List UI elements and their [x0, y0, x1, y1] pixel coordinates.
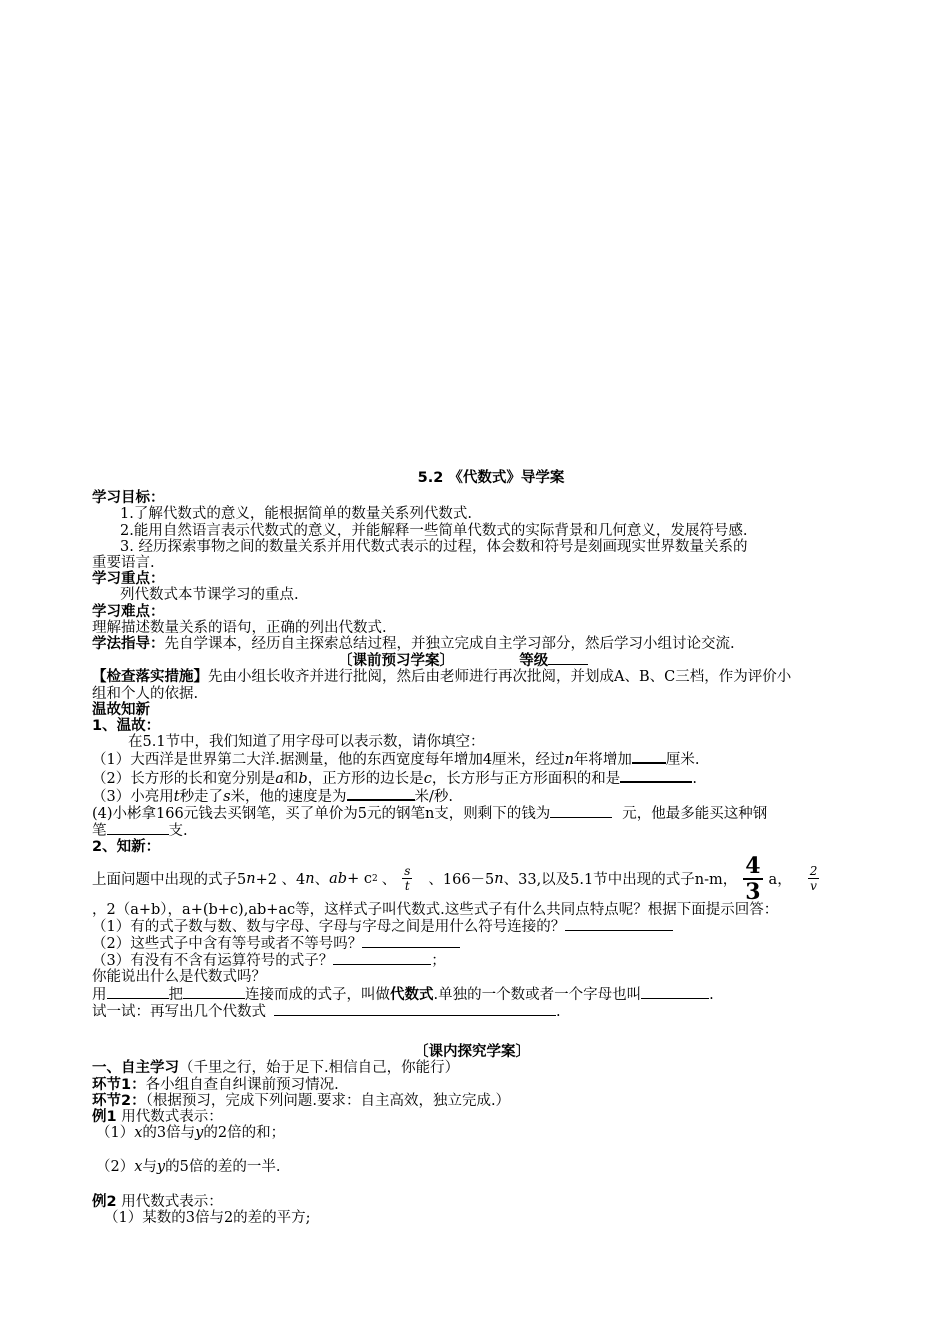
fraction-numerator: 2: [809, 864, 818, 879]
expr-var: n: [305, 870, 315, 887]
try-line: [92, 1003, 860, 1020]
q1-var: n: [564, 752, 574, 769]
q2-text: .: [692, 770, 697, 787]
ex1-text: （2）: [96, 1159, 135, 1176]
fraction-s-over-t: [402, 864, 412, 893]
step1-line: [92, 1077, 860, 1093]
expr-text: 、166－5: [428, 872, 495, 889]
definition-question: 你能说出什么是代数式吗？: [92, 969, 266, 986]
check-line: [92, 669, 860, 685]
grade-blank[interactable]: [548, 652, 588, 665]
q3-text: 米/秒.: [414, 788, 454, 805]
fraction-numerator: s: [404, 864, 411, 879]
ex1-var: x: [134, 1159, 143, 1176]
self-study-line: [92, 1060, 860, 1076]
review-q2: [92, 769, 860, 787]
q2-var: a: [275, 770, 284, 787]
q2-text: 和: [283, 770, 299, 787]
ex1-text: 的2倍的和；: [203, 1125, 286, 1142]
def-text: 把: [168, 986, 183, 1003]
example1-q1: [92, 1125, 860, 1141]
ex1-text: 的3倍与: [142, 1125, 196, 1142]
step1-label: 环节1：: [92, 1076, 146, 1093]
worksheet: [92, 470, 860, 1226]
fraction-4-over-3: [743, 854, 762, 904]
self-study-text: （千里之行，始于足下.相信自己，你能行）: [179, 1060, 460, 1077]
expr-var: n: [494, 870, 504, 887]
q3-text: 米，他的速度是为: [230, 788, 347, 805]
expr-text: 、: [381, 872, 397, 889]
example2-q1: （1）某数的3倍与2的差的平方;: [104, 1209, 311, 1226]
expr-text: 上面问题中出现的式子5: [92, 872, 247, 889]
expressions-line-2: ，2（a+b），a+(b+c),ab+ac等，这样式子叫代数式.这些式子有什么共同点特点呢？根据下面提示回答：: [92, 901, 779, 918]
focus-text: 列代数式本节课学习的重点.: [120, 587, 299, 604]
q4-text: (4)小彬拿166元钱去买钢笔，买了单价为5元的钢笔n支，则剩下的钱为: [92, 806, 551, 823]
def-blank-2[interactable]: [183, 986, 245, 999]
try-text: .: [556, 1003, 561, 1020]
q1-text: （1）大西洋是世界第二大洋.据测量，他的东西宽度每年增加4厘米，经过: [92, 752, 565, 769]
review-intro: 在5.1节中，我们知道了用字母可以表示数，请你填空：: [128, 734, 485, 751]
expressions-line: [92, 852, 860, 905]
example1-q2: [92, 1159, 860, 1175]
objectives-heading: 学习目标：: [92, 490, 165, 507]
objective-item: 3. 经历探索事物之间的数量关系并用代数式表示的过程，体会数和符号是刻画现实世界数量关系的: [120, 538, 748, 555]
fraction-denominator: v: [810, 879, 817, 894]
check-text: 先由小组长收齐并进行批阅，然后由老师进行再次批阅，并划成A、B、C三档，作为评价小: [208, 669, 792, 686]
example1-line: [92, 1109, 860, 1125]
guide-text: 先自学课本，经历自主探索总结过程，并独立完成自主学习部分，然后学习小组讨论交流.: [164, 636, 735, 653]
ex1-var: x: [134, 1125, 143, 1142]
self-study-heading: 一、自主学习: [92, 1060, 179, 1077]
hint-q2-blank[interactable]: [362, 935, 460, 948]
expr-text: a，: [768, 872, 792, 889]
preview-heading-line: [92, 652, 860, 669]
q3-var: t: [173, 788, 180, 805]
ex1-text: （1）: [96, 1125, 135, 1142]
know-heading: 2、知新：: [92, 839, 161, 856]
hint-text: （3）有没有不含有运算符号的式子？: [92, 953, 334, 970]
guide-heading: 学法指导：: [92, 636, 165, 653]
objective-item: 重要语言.: [92, 555, 155, 572]
def-text: 用: [92, 986, 107, 1003]
hint-q2: [92, 935, 860, 952]
step2-label: 环节2：: [92, 1092, 146, 1109]
q2-var: c: [423, 770, 432, 787]
step2-text: （根据预习，完成下列问题.要求：自主高效，独立完成.）: [145, 1092, 511, 1109]
review-q3: [92, 787, 860, 805]
expr-text: 、: [314, 872, 330, 889]
fraction-2-over-v: [808, 864, 820, 893]
example2-label: 例2: [92, 1193, 117, 1210]
fraction-denominator: t: [404, 879, 410, 894]
focus-heading: 学习重点：: [92, 571, 165, 588]
hint-q1-blank[interactable]: [565, 918, 673, 931]
hint-q3: [92, 952, 860, 969]
expr-var: ab: [329, 870, 348, 887]
q4-blank-1[interactable]: [550, 805, 612, 818]
hint-text: ；: [431, 953, 446, 970]
review-q4: [92, 805, 860, 822]
difficulty-text: 理解描述数量关系的语句，正确的列出代数式.: [92, 619, 387, 636]
review-q1: [92, 750, 860, 768]
example2-line: [92, 1194, 860, 1210]
check-text-2: 组和个人的依据.: [92, 685, 199, 702]
example2-text: 用代数式表示：: [116, 1193, 223, 1210]
objective-item: 2.能用自然语言表示代数式的意义，并能解释一些简单代数式的实际背景和几何意义，发展符号感.: [120, 522, 748, 539]
preview-heading: 〔课前预习学案〕: [338, 653, 454, 670]
grade-label: 等级: [519, 653, 549, 670]
q1-text: 厘米.: [665, 752, 700, 769]
q2-var: b: [298, 770, 308, 787]
ex1-text: 的5倍的差的一半.: [165, 1159, 281, 1176]
example1-text: 用代数式表示：: [116, 1108, 223, 1125]
hint-text: （2）这些式子中含有等号或者不等号吗？: [92, 936, 363, 953]
q2-blank[interactable]: [620, 769, 692, 783]
try-text: 试一试：再写出几个代数式: [92, 1003, 266, 1020]
expr-text: +2 、4: [255, 872, 306, 889]
q4-blank-2[interactable]: [107, 822, 169, 835]
hint-q3-blank[interactable]: [333, 952, 431, 965]
ex1-var: y: [156, 1159, 166, 1176]
q4-text: 笔: [92, 823, 107, 840]
try-blank[interactable]: [274, 1003, 556, 1016]
def-text: 连接而成的式子，叫做: [245, 986, 390, 1003]
q1-blank[interactable]: [632, 750, 666, 764]
difficulty-heading: 学习难点：: [92, 603, 165, 620]
q3-blank[interactable]: [347, 787, 415, 801]
q2-text: （2）长方形的长和宽分别是: [92, 770, 276, 787]
step2-line: [92, 1093, 860, 1109]
expr-text: 、33,以及5.1节中出现的式子n-m，: [503, 872, 738, 889]
definition-line: [92, 986, 860, 1003]
check-heading: 【检查落实措施】: [92, 669, 208, 686]
q3-var: s: [223, 788, 231, 805]
fraction-numerator: 4: [745, 852, 761, 879]
step1-text: 各小组自查自纠课前预习情况.: [145, 1076, 339, 1093]
q3-text: （3）小亮用: [92, 788, 174, 805]
q1-text: 年将增加: [573, 752, 632, 769]
objective-item: 1.了解代数式的意义，能根据简单的数量关系列代数式.: [120, 506, 472, 523]
q3-text: 秒走了: [179, 788, 224, 805]
q2-text: ，正方形的边长是: [307, 770, 424, 787]
def-term: 代数式: [390, 986, 434, 1003]
q2-text: ，长方形与正方形面积的和是: [431, 770, 621, 787]
review-q4-cont: [92, 822, 860, 839]
hint-text: （1）有的式子数与数、数与字母、字母与字母之间是用什么符号连接的？: [92, 918, 566, 935]
expr-superscript: 2: [371, 873, 378, 884]
example1-label: 例1: [92, 1108, 117, 1125]
expr-var: n: [246, 870, 256, 887]
def-blank-3[interactable]: [641, 986, 709, 999]
ex1-text: 与: [142, 1159, 157, 1176]
q4-text: 支.: [168, 823, 188, 840]
page-title: 5.2 《代数式》导学案: [417, 470, 565, 486]
fraction-denominator: 3: [745, 878, 761, 905]
hint-q1: [92, 918, 860, 935]
guide-line: [92, 636, 860, 652]
inclass-heading: 〔课内探究学案〕: [414, 1044, 530, 1061]
q4-text: 元，他最多能买这种钢: [622, 806, 768, 823]
expr-text: + c: [347, 870, 372, 887]
ex1-var: y: [195, 1125, 204, 1142]
def-text: .: [709, 986, 714, 1003]
review-heading: 温故知新: [92, 701, 150, 718]
def-blank-1[interactable]: [107, 986, 169, 999]
review-sub1: 1、温故：: [92, 718, 161, 735]
def-text: .单独的一个数或者一个字母也叫: [433, 986, 642, 1003]
